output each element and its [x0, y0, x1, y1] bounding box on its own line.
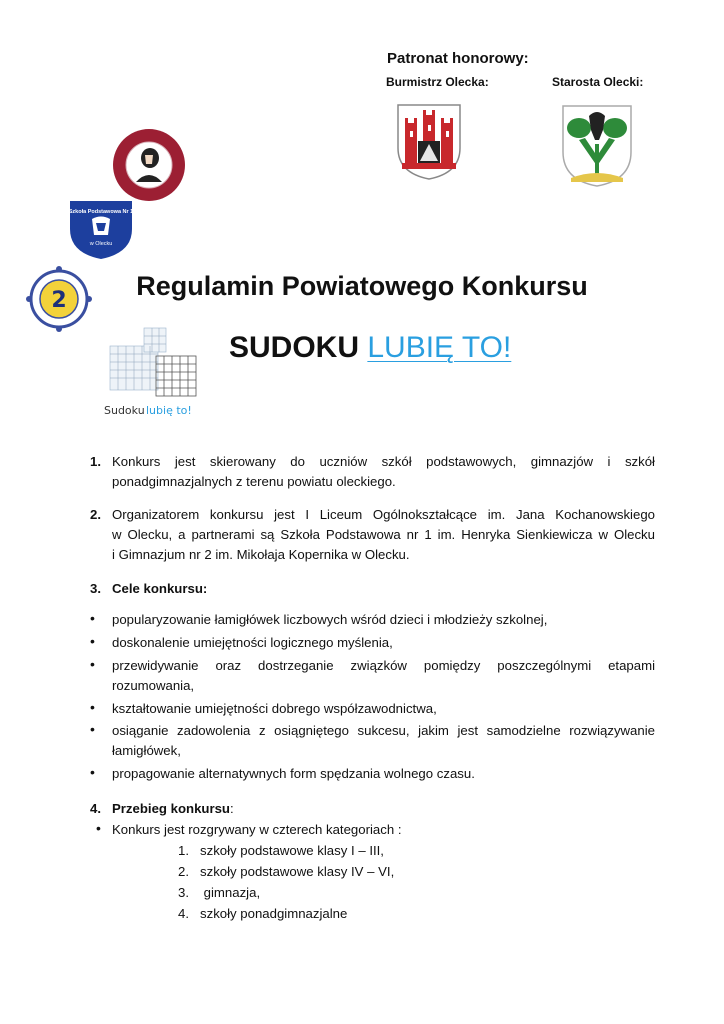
- section-2-line-1: Organizatorem konkursu jest I Liceum Ogólnokształcące im. Jana Kochanowskiego: [112, 507, 655, 522]
- goal-item-6: propagowanie alternatywnych form spędzania wolnego czasu.: [112, 766, 475, 781]
- section-4-heading-wrap: [112, 799, 234, 820]
- category-item-1: [178, 843, 384, 858]
- bullet-icon: •: [90, 656, 95, 672]
- category-text: gimnazja,: [200, 885, 261, 900]
- goal-item-3-line-1: przewidywanie oraz dostrzeganie związków pomiędzy poszczególnymi etapami: [112, 658, 655, 673]
- lubie-word: lubię to!: [146, 404, 192, 417]
- goal-item-4: kształtowanie umiejętności dobrego współzawodnictwa,: [112, 701, 437, 716]
- section-3-heading: Cele konkursu:: [112, 581, 208, 596]
- sp-logo-top-text: Szkoła Podstawowa Nr 1: [68, 209, 134, 215]
- category-item-2: [178, 864, 394, 879]
- section-2-number: 2.: [90, 507, 101, 522]
- category-text: szkoły podstawowe klasy I – III,: [200, 843, 384, 858]
- section-4-number: 4.: [90, 801, 101, 816]
- sudoku-word: Sudoku: [104, 404, 145, 417]
- category-item-3: [178, 885, 260, 900]
- goal-item-1: popularyzowanie łamigłówek liczbowych wśród dzieci i młodzieży szkolnej,: [112, 612, 548, 627]
- patronat-title: Patronat honorowy:: [387, 50, 529, 67]
- category-text: szkoły podstawowe klasy IV – VI,: [200, 864, 395, 879]
- category-text: szkoły ponadgimnazjalne: [200, 906, 348, 921]
- sudoku-like-graphic: [100, 326, 200, 420]
- section-1-line-1: Konkurs jest skierowany do uczniów szkół podstawowych, gimnazjów i szkół: [112, 454, 655, 469]
- starosta-label: Starosta Olecki:: [552, 75, 644, 89]
- categories-intro: Konkurs jest rozgrywany w czterech kategoriach :: [112, 822, 402, 837]
- category-number: 2.: [178, 864, 189, 879]
- burmistrz-label: Burmistrz Olecka:: [386, 75, 489, 89]
- section-4-colon: :: [230, 801, 234, 816]
- bullet-icon: •: [90, 764, 95, 780]
- gimnazjum-number: 2: [51, 288, 67, 313]
- section-3-number: 3.: [90, 581, 101, 596]
- olecki-county-coat-of-arms: [561, 104, 633, 188]
- page-subtitle: [229, 331, 511, 365]
- page-title: Regulamin Powiatowego Konkursu: [136, 271, 588, 301]
- sp-logo-bottom-text: w Olecku: [89, 241, 113, 247]
- section-2-line-3: i Gimnazjum nr 2 im. Mikołaja Kopernika w Olecku.: [112, 547, 410, 562]
- category-number: 4.: [178, 906, 189, 921]
- goal-item-5-line-1: osiąganie zadowolenia z osiągniętego sukcesu, jakim jest samodzielne rozwiązywanie: [112, 723, 655, 738]
- bullet-icon: •: [90, 721, 95, 737]
- liceum-logo: [112, 128, 186, 202]
- subtitle-sudoku: SUDOKU: [229, 331, 360, 364]
- bullet-icon: •: [90, 610, 95, 626]
- section-4-heading: Przebieg konkursu: [112, 801, 230, 816]
- goal-item-2: doskonalenie umiejętności logicznego myślenia,: [112, 635, 393, 650]
- szkola-podstawowa-logo: [66, 197, 136, 261]
- goal-item-5-line-2: łamigłówek,: [112, 743, 181, 758]
- section-2-line-2: w Olecku, a partnerami są Szkoła Podstawowa nr 1 im. Henryka Sienkiewicza w Olecku: [112, 527, 655, 542]
- category-number: 1.: [178, 843, 189, 858]
- subtitle-link[interactable]: LUBIĘ TO!: [367, 331, 512, 364]
- bullet-icon: •: [96, 820, 101, 836]
- goal-item-3-line-2: rozumowania,: [112, 678, 195, 693]
- category-number: 3.: [178, 885, 189, 900]
- section-1-number: 1.: [90, 454, 101, 469]
- bullet-icon: •: [90, 699, 95, 715]
- olecko-coat-of-arms: [396, 103, 462, 181]
- bullet-icon: •: [90, 633, 95, 649]
- category-item-4: [178, 906, 347, 921]
- section-1-line-2: ponadgimnazjalnych z terenu powiatu oleckiego.: [112, 474, 396, 489]
